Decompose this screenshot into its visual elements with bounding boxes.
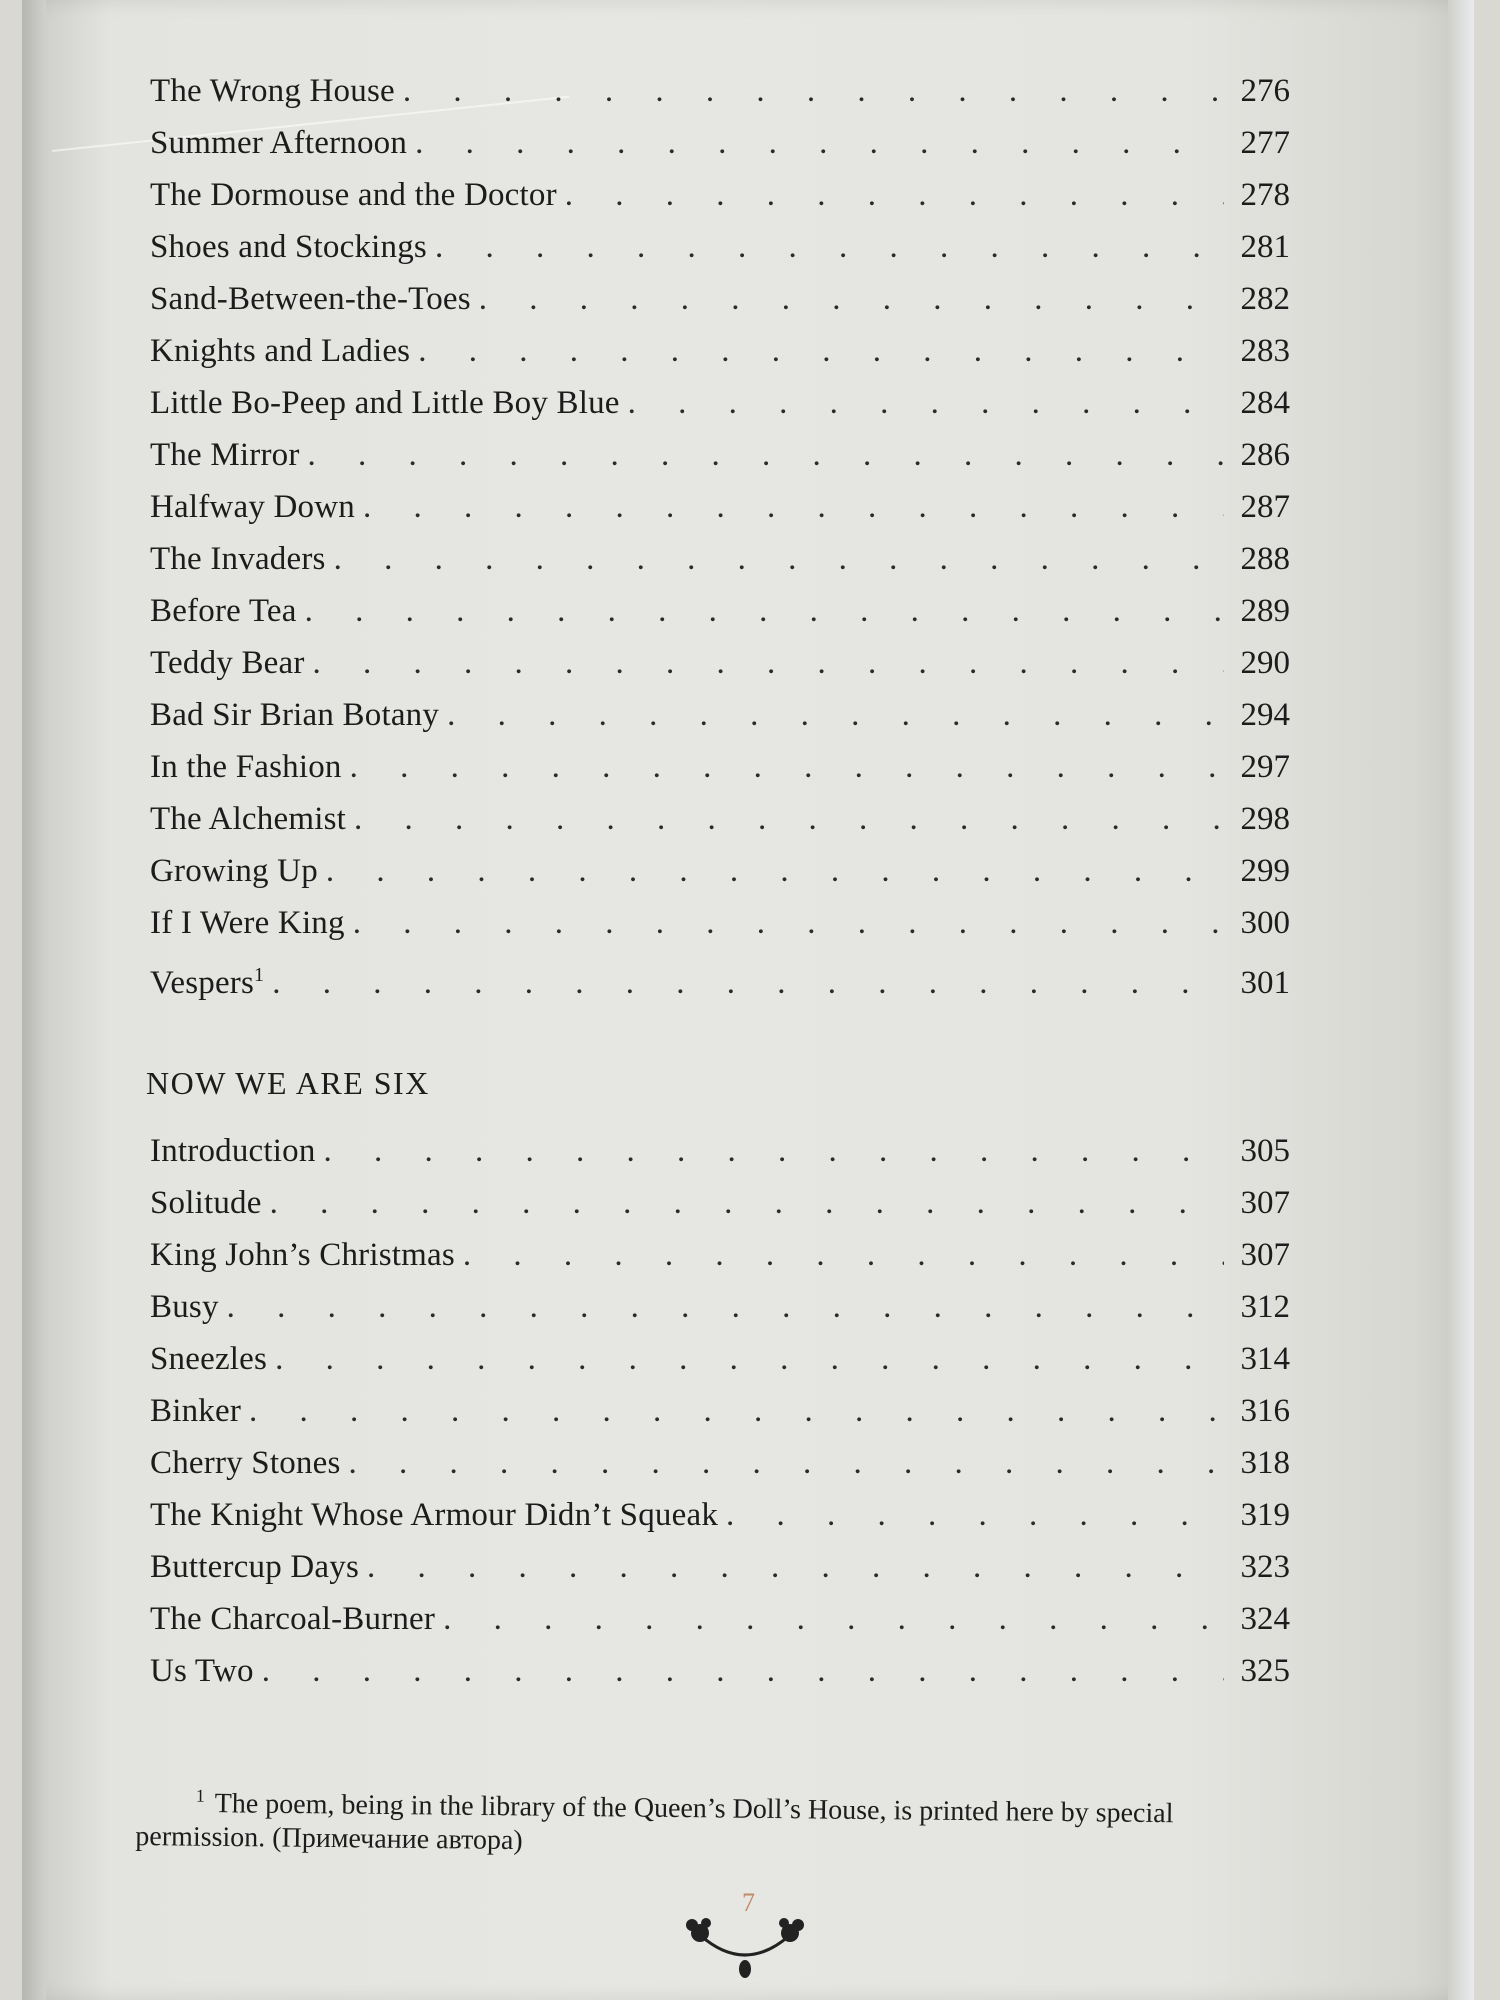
toc-entry xyxy=(150,897,1290,949)
toc-entry xyxy=(150,117,1290,169)
leader-dots xyxy=(308,429,1224,481)
toc-entry-page: 286 xyxy=(1240,437,1290,473)
toc-entry xyxy=(150,1177,1290,1229)
toc-entry xyxy=(150,429,1290,481)
toc-entry xyxy=(150,845,1290,897)
toc-entry-page: 305 xyxy=(1240,1133,1290,1169)
leader-dots xyxy=(435,221,1224,273)
toc-entry-page: 277 xyxy=(1240,125,1290,161)
toc-entry-title: Summer Afternoon xyxy=(150,125,408,161)
toc-entry-title: Bad Sir Brian Botany xyxy=(150,697,440,733)
toc-entry-page: 281 xyxy=(1240,229,1290,265)
toc-entry-title: Growing Up xyxy=(150,853,318,889)
leader-dots xyxy=(272,957,1224,1009)
toc-entry xyxy=(150,533,1290,585)
toc-entry-title: Solitude xyxy=(150,1185,262,1221)
toc-entry-page: 307 xyxy=(1240,1185,1290,1221)
toc-entry-page: 325 xyxy=(1240,1653,1290,1689)
toc-entry-title: The Charcoal-Burner xyxy=(150,1601,436,1637)
toc-entry-page: 318 xyxy=(1240,1445,1290,1481)
toc-entry-title: In the Fashion xyxy=(150,749,342,785)
toc-entry-page: 316 xyxy=(1240,1393,1290,1429)
toc-entry xyxy=(150,949,1290,1001)
toc-entry-page: 298 xyxy=(1240,801,1290,837)
toc-entry-page: 287 xyxy=(1240,489,1290,525)
toc-entry-title: Knights and Ladies xyxy=(150,333,411,369)
toc-entry xyxy=(150,1437,1290,1489)
leader-dots xyxy=(363,481,1224,533)
toc-entry xyxy=(150,689,1290,741)
leader-dots xyxy=(628,377,1224,429)
toc-entry-title: King John’s Christmas xyxy=(150,1237,455,1273)
toc-entry-page: 300 xyxy=(1240,905,1290,941)
book-spine-shadow xyxy=(22,0,46,2000)
toc-entry-title: The Wrong House xyxy=(150,73,395,109)
leader-dots xyxy=(349,1437,1225,1489)
toc-entry-page: 282 xyxy=(1240,281,1290,317)
leader-dots xyxy=(262,1645,1224,1697)
toc-entry-title: The Knight Whose Armour Didn’t Squeak xyxy=(150,1497,719,1533)
toc-entry-page: 284 xyxy=(1240,385,1290,421)
toc-entry xyxy=(150,1593,1290,1645)
toc-entry-page: 319 xyxy=(1240,1497,1290,1533)
toc-entry-title: Halfway Down xyxy=(150,489,355,525)
toc-entry-title: Sneezles xyxy=(150,1341,268,1377)
toc-entry-title: Teddy Bear xyxy=(150,645,305,681)
page-number: 7 xyxy=(742,1888,755,1917)
toc-entry-title: Introduction xyxy=(150,1133,316,1169)
toc-entry xyxy=(150,1281,1290,1333)
footnote-text: The poem, being in the library of the Queen’s Doll’s House, is printed here by special permission. (Примечание автора) xyxy=(135,1788,1174,1857)
leader-dots xyxy=(326,845,1224,897)
toc-entry xyxy=(150,377,1290,429)
table-of-contents-part-1 xyxy=(150,65,1290,1001)
leader-dots xyxy=(443,1593,1224,1645)
leader-dots xyxy=(565,169,1224,221)
toc-entry xyxy=(150,585,1290,637)
leader-dots xyxy=(249,1385,1224,1437)
leader-dots xyxy=(305,585,1224,637)
toc-entry-title: Sand-Between-the-Toes xyxy=(150,281,471,317)
toc-entry-page: 297 xyxy=(1240,749,1290,785)
leader-dots xyxy=(479,273,1224,325)
footnote-mark: 1 xyxy=(195,1785,205,1806)
toc-entry xyxy=(150,1333,1290,1385)
toc-entry-title: The Mirror xyxy=(150,437,300,473)
leader-dots xyxy=(350,741,1224,793)
page-edge xyxy=(1448,0,1474,2000)
toc-entry-page: 299 xyxy=(1240,853,1290,889)
toc-entry-title: Before Tea xyxy=(150,593,297,629)
toc-entry-title: Vespers$^1$ xyxy=(150,964,265,1001)
toc-entry-title: Us Two xyxy=(150,1653,254,1689)
leader-dots xyxy=(403,65,1224,117)
footnote-reference: 1 xyxy=(254,964,265,986)
toc-entry xyxy=(150,1541,1290,1593)
leader-dots xyxy=(463,1229,1224,1281)
leader-dots xyxy=(447,689,1224,741)
toc-entry-page: 314 xyxy=(1240,1341,1290,1377)
footnote xyxy=(135,1778,1276,1866)
toc-entry-page: 323 xyxy=(1240,1549,1290,1585)
leader-dots xyxy=(726,1489,1224,1541)
leader-dots xyxy=(367,1541,1224,1593)
toc-entry xyxy=(150,273,1290,325)
toc-entry-title: The Alchemist xyxy=(150,801,346,837)
toc-entry-title: Cherry Stones xyxy=(150,1445,341,1481)
toc-entry xyxy=(150,741,1290,793)
toc-entry-title: The Invaders xyxy=(150,541,326,577)
toc-entry-title: If I Were King xyxy=(150,905,345,941)
leader-dots xyxy=(418,325,1224,377)
toc-entry xyxy=(150,169,1290,221)
toc-entry-page: 324 xyxy=(1240,1601,1290,1637)
toc-entry-title: The Dormouse and the Doctor xyxy=(150,177,557,213)
toc-entry-page: 294 xyxy=(1240,697,1290,733)
leader-dots xyxy=(324,1125,1224,1177)
toc-entry-title: Little Bo-Peep and Little Boy Blue xyxy=(150,385,620,421)
leader-dots xyxy=(313,637,1224,689)
toc-entry xyxy=(150,1645,1290,1697)
toc-entry xyxy=(150,1125,1290,1177)
toc-entry xyxy=(150,1385,1290,1437)
toc-entry-page: 283 xyxy=(1240,333,1290,369)
toc-entry-page: 289 xyxy=(1240,593,1290,629)
toc-entry-page: 301 xyxy=(1240,965,1290,1001)
toc-entry-title: Binker xyxy=(150,1393,242,1429)
toc-entry-title: Buttercup Days xyxy=(150,1549,360,1585)
toc-entry-page: 290 xyxy=(1240,645,1290,681)
toc-entry-page: 288 xyxy=(1240,541,1290,577)
leader-dots xyxy=(270,1177,1224,1229)
leader-dots xyxy=(354,793,1224,845)
leader-dots xyxy=(227,1281,1224,1333)
toc-entry xyxy=(150,1229,1290,1281)
toc-entry xyxy=(150,65,1290,117)
leader-dots xyxy=(415,117,1224,169)
table-of-contents-part-2 xyxy=(150,1125,1290,1697)
toc-entry xyxy=(150,325,1290,377)
toc-entry-page: 312 xyxy=(1240,1289,1290,1325)
toc-entry xyxy=(150,221,1290,273)
toc-entry xyxy=(150,637,1290,689)
toc-entry xyxy=(150,793,1290,845)
section-heading: NOW WE ARE SIX xyxy=(146,1065,430,1101)
toc-entry-page: 276 xyxy=(1240,73,1290,109)
toc-entry xyxy=(150,1489,1290,1541)
toc-entry-title: Busy xyxy=(150,1289,219,1325)
toc-entry-title: Shoes and Stockings xyxy=(150,229,427,265)
toc-entry xyxy=(150,481,1290,533)
leader-dots xyxy=(334,533,1224,585)
leader-dots xyxy=(275,1333,1224,1385)
toc-entry-page: 278 xyxy=(1240,177,1290,213)
toc-entry-page: 307 xyxy=(1240,1237,1290,1273)
leader-dots xyxy=(353,897,1224,949)
